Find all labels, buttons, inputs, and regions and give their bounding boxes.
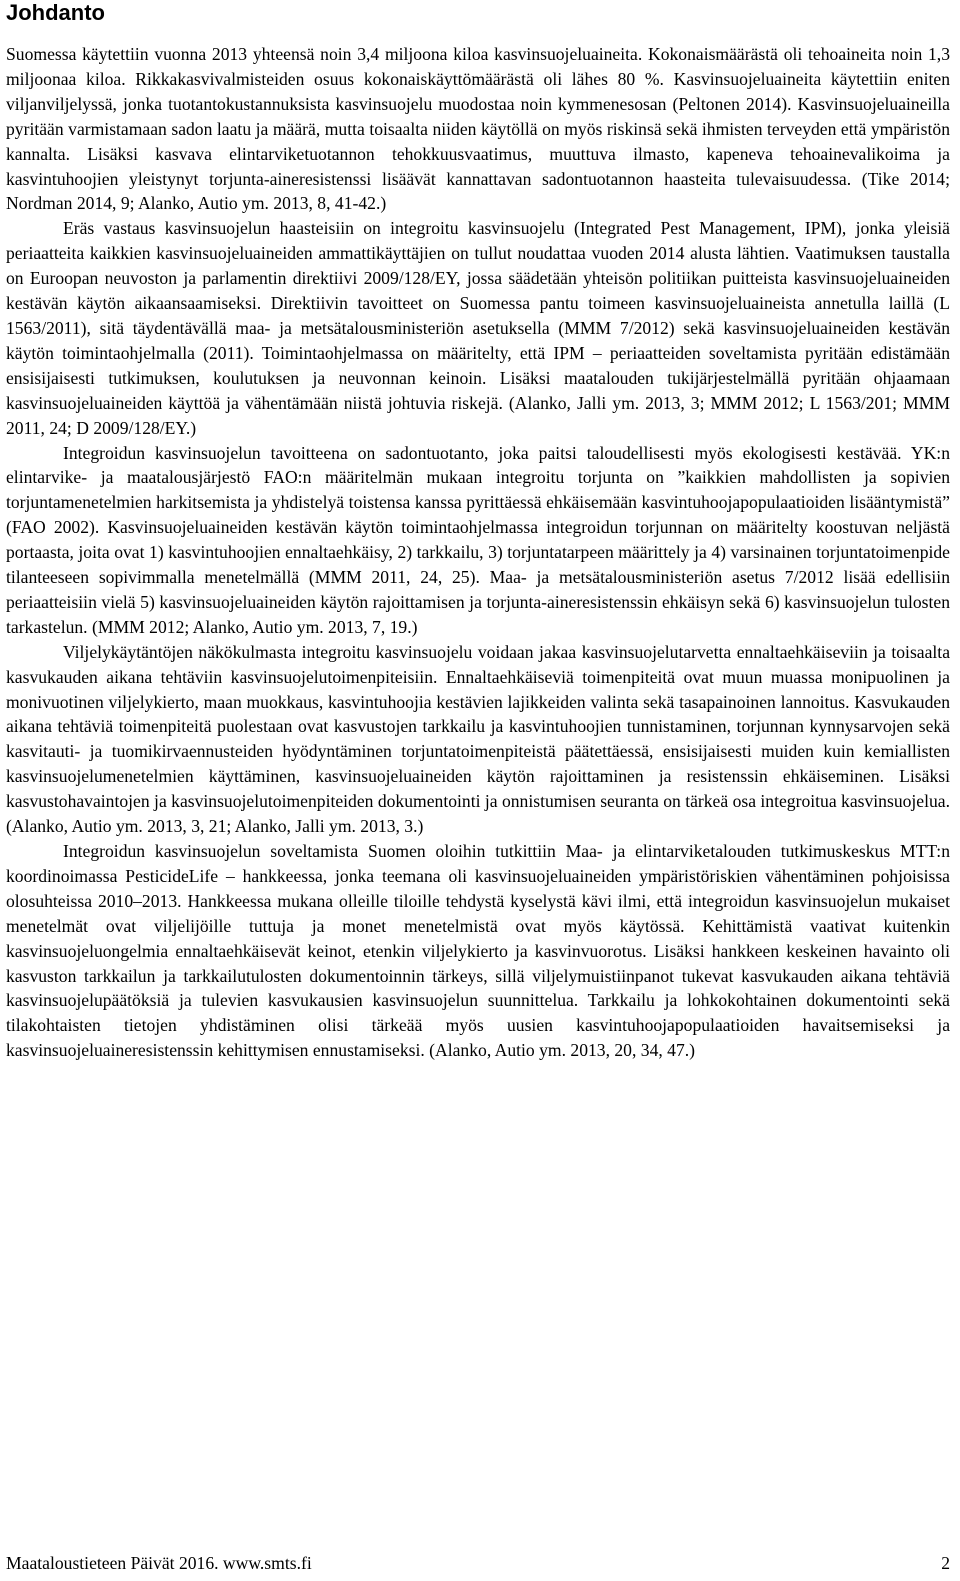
page-footer: [6, 1550, 950, 1576]
section-heading: Johdanto: [6, 0, 105, 25]
paragraph-5: Integroidun kasvinsuojelun soveltamista Suomen oloihin tutkittiin Maa- ja elintarviketalouden tutkimuskeskus MTT:n koordinoimassa PesticideLife – hankkeessa, jonka teemana oli kasvinsuojeluaineiden ympäristöriskien vähentäminen pohjoisissa olosuhteissa 2010–2013. Hankkeessa mukana olleille tiloille tehdystä kyselystä kävi ilmi, että integroidun kasvinsuojelun mukaiset menetelmät ovat viljelijöille tuttuja ja monet menetelmistä ovat myös käytössä. Kehittämistä vaativat kuitenkin kasvinsuojeluongelmia ennaltaehkäisevät keinot, etenkin viljelykierto ja kasvinvuorotus. Lisäksi hankkeen keskeinen havainto oli kasvuston tarkkailun ja tarkkailutulosten dokumentoinnin tärkeys, sillä viljelymuistiinpanot tukevat kasvukauden aikana tehtäviä kasvinsuojelupäätöksiä ja tulevien kasvukausien kasvinsuojelun suunnittelua. Tarkkailu ja lohkokohtainen dokumentointi sekä tilakohtaisten tietojen yhdistäminen olisi tärkeää myös uusien kasvintuhoojapopulaatioiden havaitsemiseksi ja kasvinsuojeluaineresistenssin kehittymisen ennustamiseksi. (Alanko, Autio ym. 2013, 20, 34, 47.): [6, 841, 950, 1061]
paragraph-4: Viljelykäytäntöjen näkökulmasta integroitu kasvinsuojelu voidaan jakaa kasvinsuojelutarvetta ennaltaehkäiseviin ja toisaalta kasvukauden aikana tehtäviin kasvinsuojelutoimenpiteisiin. Ennaltaehkäiseviä toimenpiteitä ovat muun muassa monipuolinen ja monivuotinen viljelykierto, maan muokkaus, kasvintuhoojia kestävien lajikkeiden valinta sekä tasapainoinen lannoitus. Kasvukauden aikana tehtäviä toimenpiteitä puolestaan ovat kasvustojen tarkkailu ja kasvintuhoojien tunnistaminen, torjunnan kynnysarvojen sekä kasvitauti- ja tuomikirvaennusteiden hyödyntäminen torjuntatoimenpiteistä päätettäessä, ensisijaisesti muiden kuin kemiallisten kasvinsuojelumenetelmien käyttäminen, kasvinsuojeluaineiden käytön rajoittaminen ja resistenssin ehkäiseminen. Lisäksi kasvustohavaintojen ja kasvinsuojelutoimenpiteiden dokumentointi ja onnistumisen seuranta on tärkeä osa integroitua kasvinsuojelua. (Alanko, Autio ym. 2013, 3, 21; Alanko, Jalli ym. 2013, 3.): [6, 641, 950, 837]
paragraph-2: Eräs vastaus kasvinsuojelun haasteisiin on integroitu kasvinsuojelu (Integrated Pest Management, IPM), jonka yleisiä periaatteita kaikkien kasvinsuojeluaineiden ammattikäyttäjien on tullut noudattaa vuoden 2014 alusta lähtien. Vaatimuksen taustalla on Euroopan neuvoston ja parlamentin direktiivi 2009/128/EY, jossa säädetään yhteisön politiikan puitteista kasvinsuojeluaineiden kestävän käytön aikaansaamiseksi. Direktiivin tavoitteet on Suomessa pantu toimeen kasvinsuojeluaineista annetulla laillä (L 1563/2011), sitä täydentävällä maa- ja metsätalousministeriön asetuksella (MMM 7/2012) sekä kasvinsuojeluaineiden kestävän käytön toimintaohjelmalla (2011). Toimintaohjelmassa on määritelty, että IPM – periaatteiden soveltamista pyritään edistämään ensisijaisesti tutkimuksen, koulutuksen ja neuvonnan keinoin. Lisäksi maatalouden tukijärjestelmällä pyritään ohjaamaan kasvinsuojeluaineiden käyttöä ja vähentämään niistä johtuvia riskejä. (Alanko, Jalli ym. 2013, 3; MMM 2012; L 1563/201; MMM 2011, 24; D 2009/128/EY.): [6, 218, 950, 438]
paragraph-3: Integroidun kasvinsuojelun tavoitteena on sadontuotanto, joka paitsi taloudellisesti myös ekologisesti kestävää. YK:n elintarvike- ja maatalousjärjestö FAO:n määritelmän mukaan integroitu torjunta on ”kaikkien mahdollisten ja sopivien torjuntamenetelmien harkitsemista ja yhdistelyä toistensa kanssa pyrittäessä ehkäisemään kasvintuhoojapopulaatioiden lisääntymistä” (FAO 2002). Kasvinsuojeluaineiden kestävän käytön toimintaohjelmassa integroidun torjunnan on määritelty koostuvan neljästä portaasta, joita ovat 1) kasvintuhoojien ennaltaehkäisy, 2) tarkkailu, 3) torjuntatarpeen määrittely ja 4) varsinainen torjuntatoimenpide tilanteeseen sopivimmalla menetelmällä (MMM 2011, 24, 25). Maa- ja metsätalousministeriön asetus 7/2012 lisää edellisiin periaatteisiin vielä 5) kasvinsuojeluaineiden käytön rajoittamisen ja torjunta-aineresistenssin ehkäisyn sekä 6) kasvinsuojelun tulosten tarkastelun. (MMM 2012; Alanko, Autio ym. 2013, 7, 19.): [6, 442, 950, 637]
body-text: [6, 42, 950, 1063]
footer-source: Maataloustieteen Päivät 2016. www.smts.fi: [6, 1553, 312, 1573]
paragraph-1: Suomessa käytettiin vuonna 2013 yhteensä noin 3,4 miljoona kiloa kasvinsuojeluaineita. Kokonaismäärästä oli tehoaineita noin 1,3 miljoonaa kiloa. Rikkakasvivalmisteiden osuus kokonaiskäyttömäärästä oli lähes 80 %. Kasvinsuojeluaineita käytettiin eniten viljanviljelyssä, jonka tuotantokustannuksista kasvinsuojelu muodostaa noin kymmenesosan (Peltonen 2014). Kasvinsuojeluaineilla pyritään varmistamaan sadon laatu ja määrä, mutta toisaalta niiden käytöllä on myös riskinsä sekä ihmisten terveyden että ympäristön kannalta. Lisäksi kasvava elintarviketuotannon tehokkuusvaatimus, muuttuva ilmasto, kapeneva tehoainevalikoima ja kasvintuhoojien yleistynyt torjunta-aineresistenssi lisäävät kannattavan sadontuotannon haasteita tulevaisuudessa. (Tike 2014; Nordman 2014, 9; Alanko, Autio ym. 2013, 8, 41-42.): [6, 44, 950, 214]
page-number: 2: [941, 1553, 950, 1573]
